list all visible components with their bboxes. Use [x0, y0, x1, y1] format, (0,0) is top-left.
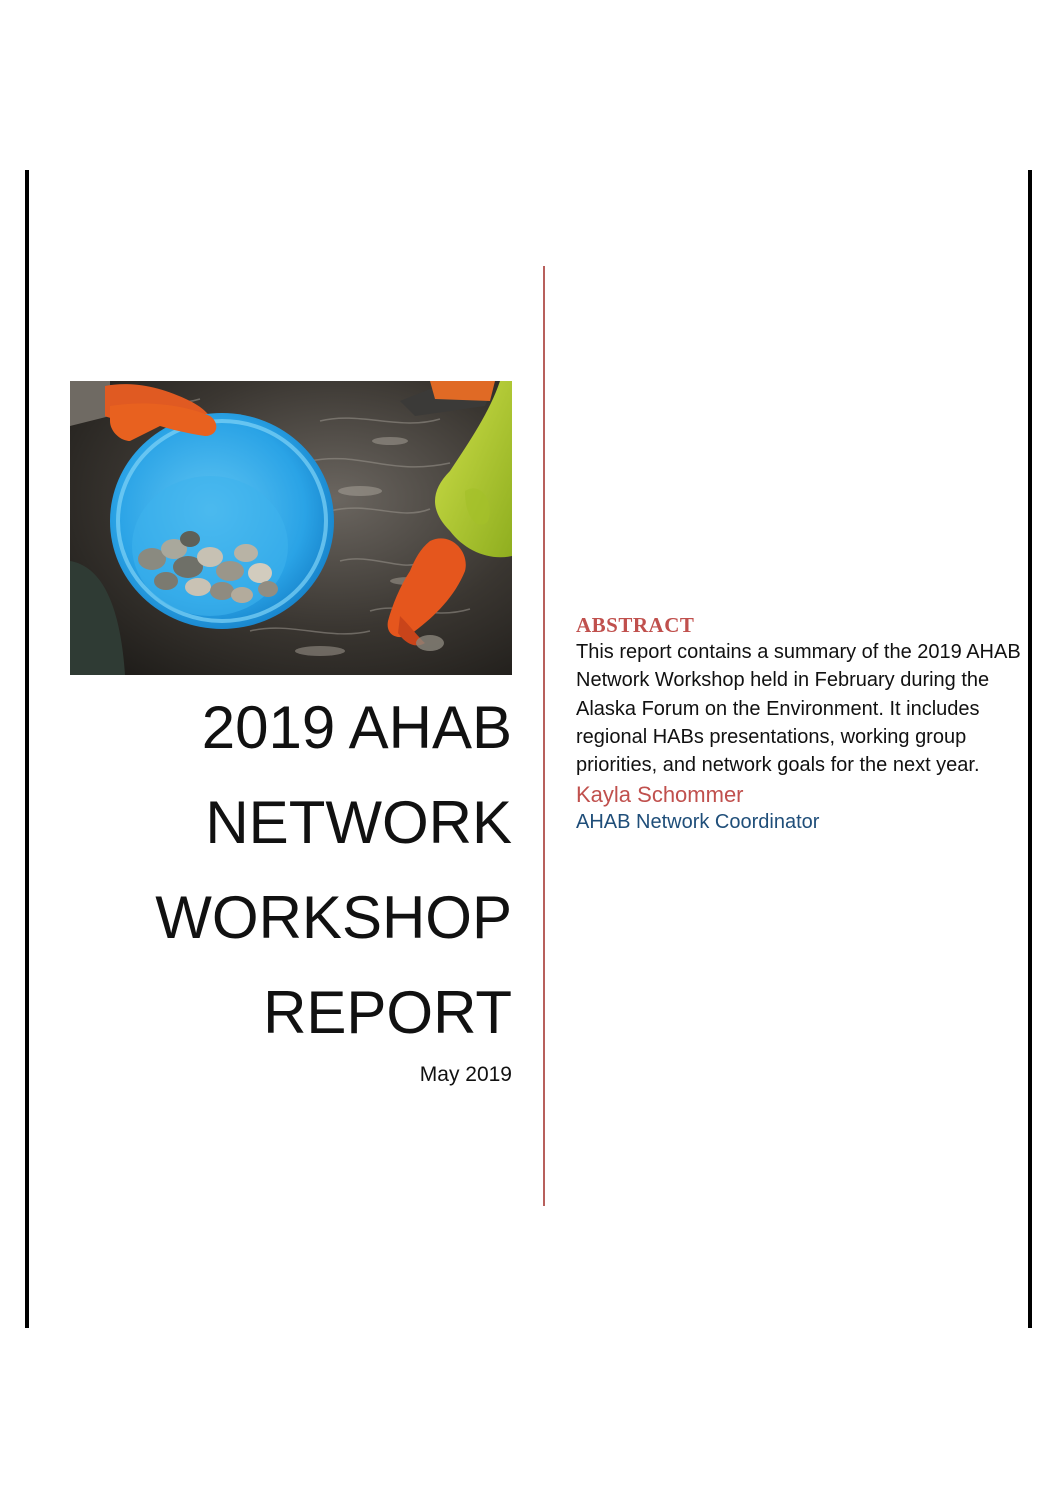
cover-photo — [70, 381, 512, 675]
page-border-left — [25, 170, 29, 1328]
abstract-section — [576, 612, 1031, 834]
author-name: Kayla Schommer — [576, 782, 744, 808]
report-date: May 2019 — [419, 1063, 512, 1086]
report-title-line: 2019 AHAB — [201, 694, 512, 761]
report-title-line: WORKSHOP — [155, 884, 512, 951]
report-title-line: NETWORK — [205, 789, 512, 856]
clam-harvest-photo — [70, 381, 512, 675]
report-title-line: REPORT — [263, 979, 512, 1046]
column-divider — [543, 266, 545, 1206]
author-role: AHAB Network Coordinator — [576, 811, 820, 834]
abstract-heading: ABSTRACT — [576, 613, 695, 637]
abstract-body: This report contains a summary of the 2019 AHAB Network Workshop held in February during the Alaska Forum on the Environment. It includes regional HABs presentations, working group priorities, and network goals for the next year. — [576, 641, 1021, 777]
report-title — [52, 680, 512, 1060]
